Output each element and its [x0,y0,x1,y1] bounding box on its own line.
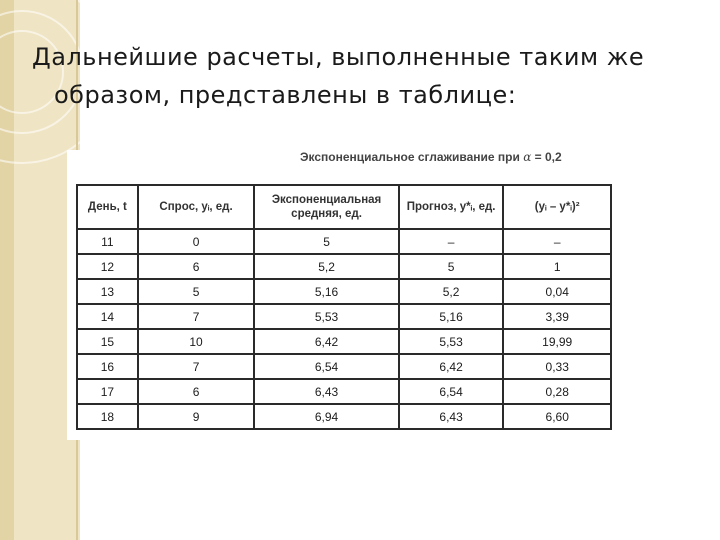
cell-day: 15 [77,329,138,354]
cell-exp-average: 5 [254,229,398,254]
table-row [77,304,611,329]
table-row [77,279,611,304]
cell-squared-error: 0,04 [503,279,611,304]
cell-day: 13 [77,279,138,304]
cell-day: 11 [77,229,138,254]
cell-exp-average: 6,42 [254,329,398,354]
cell-demand: 6 [138,254,255,279]
caption-text: Экспоненциальное сглаживание при [300,150,520,164]
column-header-exp-average: Экспоненциальная средняя, ед. [254,185,398,229]
heading-line-1: Дальнейшие расчеты, выполненные таким же [32,43,645,71]
cell-exp-average: 6,43 [254,379,398,404]
cell-squared-error: 1 [503,254,611,279]
cell-squared-error: 0,28 [503,379,611,404]
table-row [77,229,611,254]
cell-forecast: 5,2 [399,279,504,304]
cell-day: 12 [77,254,138,279]
column-header-forecast: Прогноз, y*ᵢ, ед. [399,185,504,229]
cell-day: 18 [77,404,138,429]
cell-forecast: 6,42 [399,354,504,379]
slide-heading [32,38,702,114]
cell-day: 14 [77,304,138,329]
table-caption [300,150,562,164]
cell-exp-average: 5,16 [254,279,398,304]
table-row [77,354,611,379]
cell-exp-average: 5,2 [254,254,398,279]
cell-exp-average: 6,54 [254,354,398,379]
cell-demand: 10 [138,329,255,354]
table-row [77,254,611,279]
cell-demand: 5 [138,279,255,304]
cell-day: 17 [77,379,138,404]
cell-squared-error: 3,39 [503,304,611,329]
cell-day: 16 [77,354,138,379]
table-row [77,379,611,404]
cell-demand: 6 [138,379,255,404]
column-header-day: День, t [77,185,138,229]
cell-squared-error: – [503,229,611,254]
cell-demand: 0 [138,229,255,254]
cell-forecast: 5,53 [399,329,504,354]
cell-demand: 9 [138,404,255,429]
cell-forecast: 6,54 [399,379,504,404]
cell-squared-error: 6,60 [503,404,611,429]
heading-line-2: образом, представлены в таблице: [54,81,517,109]
smoothing-table [76,184,612,430]
cell-forecast: – [399,229,504,254]
caption-value: = 0,2 [534,150,562,164]
cell-squared-error: 19,99 [503,329,611,354]
cell-squared-error: 0,33 [503,354,611,379]
cell-exp-average: 6,94 [254,404,398,429]
table-header-row [77,185,611,229]
cell-demand: 7 [138,304,255,329]
cell-exp-average: 5,53 [254,304,398,329]
cell-forecast: 5,16 [399,304,504,329]
cell-forecast: 5 [399,254,504,279]
cell-forecast: 6,43 [399,404,504,429]
cell-demand: 7 [138,354,255,379]
caption-alpha: α [523,150,532,164]
table-row [77,404,611,429]
column-header-demand: Спрос, yᵢ, ед. [138,185,255,229]
column-header-squared-error: (yᵢ – y*ᵢ)² [503,185,611,229]
table-row [77,329,611,354]
